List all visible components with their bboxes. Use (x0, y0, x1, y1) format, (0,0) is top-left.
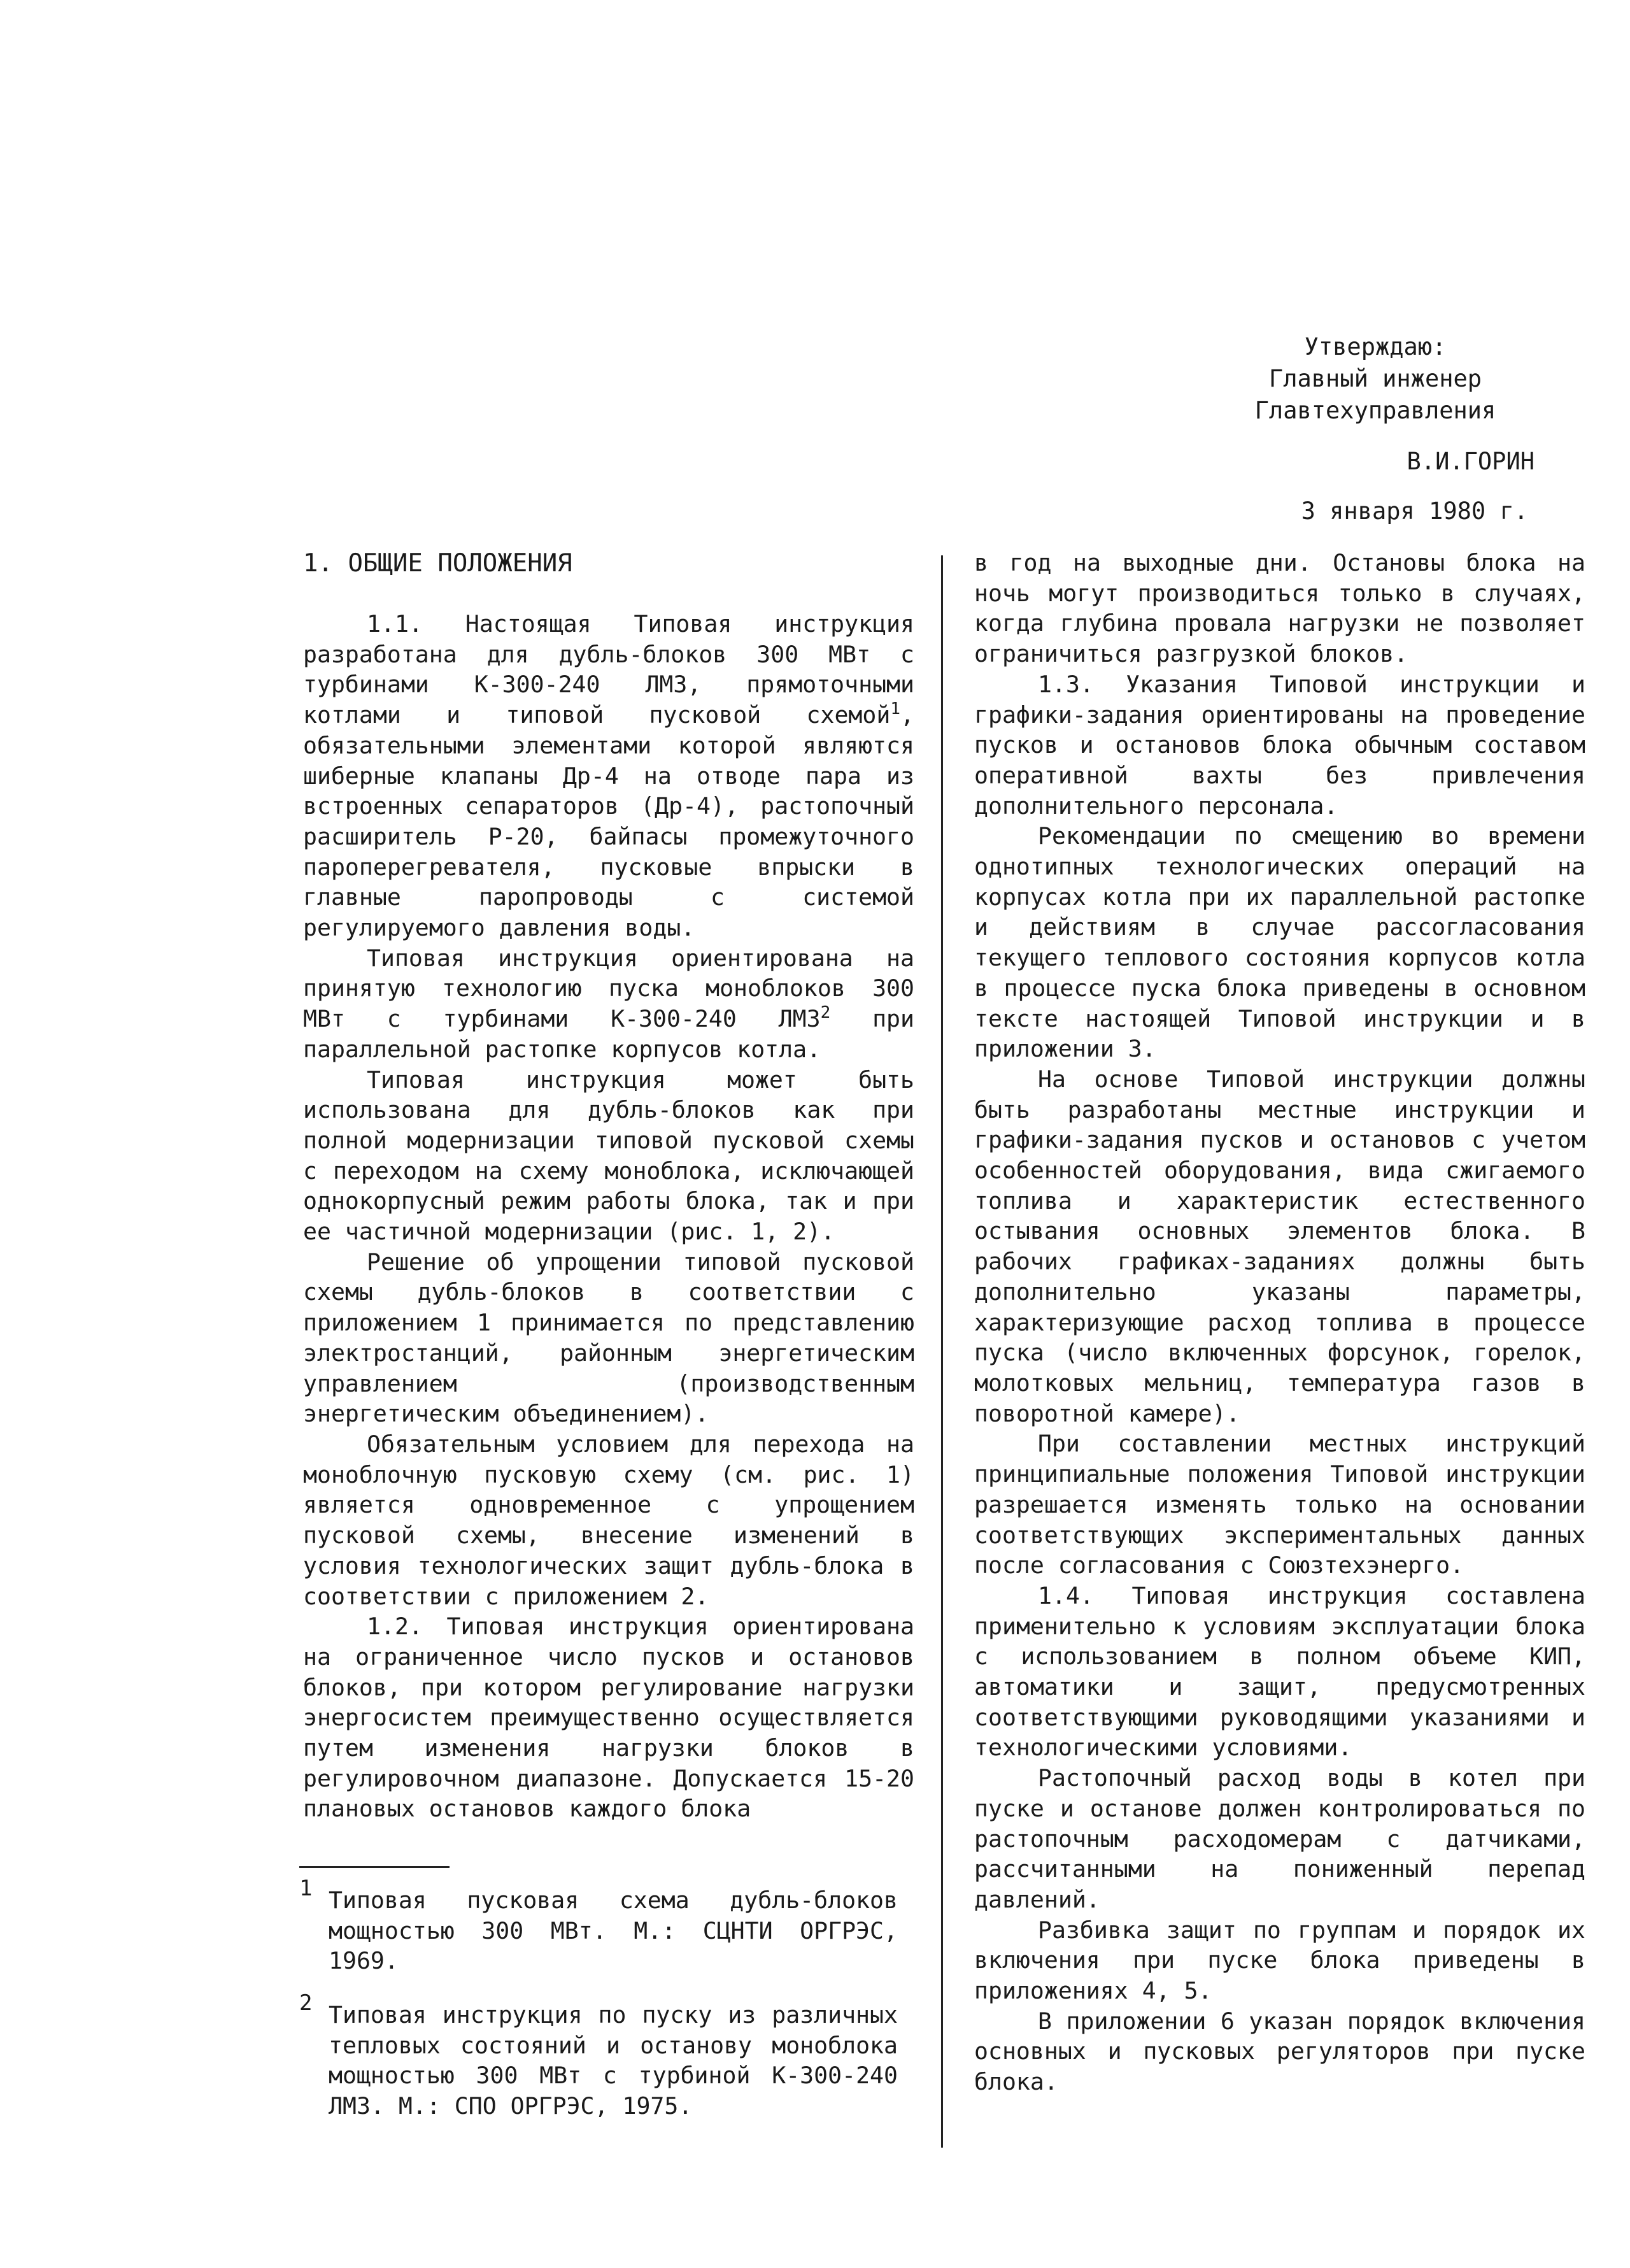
paragraph-left-2 (303, 943, 914, 1065)
paragraph-right-4: На основе Типовой инструкции должны быть разработаны местные инструкции и графики-задания пусков и остановов с учетом особенностей оборудования, вида сжигаемого топлива и характеристик естественного остывания основных элементов блока. В рабочих графиках-заданиях должны быть дополнительно указаны параметры, характеризующие расход топлива в процессе пуска (число включенных форсунок, горелок, молотковых мельниц, температура газов в поворотной камере). (974, 1065, 1585, 1427)
right-column (974, 548, 1585, 2097)
paragraph-left-3: Типовая инструкция может быть использована для дубль-блоков как при полной модернизации типовой пусковой схемы с переходом на схему моноблока, исключающей однокорпусный режим работы блока, так и при ее частичной модернизации (рис. 1, 2). (303, 1066, 914, 1246)
paragraph-left-2-text-b: при параллельной растопке корпусов котла. (303, 1005, 914, 1063)
footnote-rule (299, 1866, 450, 1868)
left-column (303, 548, 914, 1824)
footnote-ref-1: 1 (890, 699, 901, 719)
paragraph-right-7: Растопочный расход воды в котел при пуске и останове должен контролироваться по растопочным расходомерам с датчиками, рассчитанными на пониженный перепад давлений. (974, 1764, 1585, 1913)
paragraph-1-1-text-a: 1.1. Настоящая Типовая инструкция разработана для дубль-блоков 300 МВт с турбинами К-300-240 ЛМЗ, прямоточными котлами и типовой пусковой схемой (303, 610, 914, 729)
paragraph-1-2: 1.2. Типовая инструкция ориентирована на ограниченное число пусков и остановов блоков, при котором регулирование нагрузки энергосистем преимущественно осуществляется путем изменения нагрузки блоков в регулировочном диапазоне. Допускается 15-20 плановых остановов каждого блока (303, 1613, 914, 1823)
footnote-1-mark: 1 (299, 1876, 313, 1901)
paragraph-right-5: При составлении местных инструкций принципиальные положения Типовой инструкции разрешается изменять только на основании соответствующих экспериментальных данных после согласования с Союзтехэнерго. (974, 1430, 1585, 1580)
approval-heading: Утверждаю: (1304, 333, 1447, 360)
paragraph-left-2-text-a: Типовая инструкция ориентирована на принятую технологию пуска моноблоков 300 МВт с турбинами К-300-240 ЛМЗ (303, 944, 914, 1033)
footnote-2 (299, 1990, 898, 2122)
footnote-1-text: Типовая пусковая схема дубль-блоков мощностью 300 МВт. М.: СЦНТИ ОРГРЭС, 1969. (329, 1886, 898, 1975)
paragraph-right-9: В приложении 6 указан порядок включения основных и пусковых регуляторов при пуске блока. (974, 2007, 1585, 2096)
approval-position-1: Главный инженер (1268, 365, 1482, 392)
footnote-2-mark: 2 (299, 1990, 313, 2016)
paragraph-1-3: 1.3. Указания Типовой инструкции и графики-задания ориентированы на проведение пусков и остановов блока обычным составом оперативной вахты без привлечения дополнительного персонала. (974, 670, 1585, 820)
paragraph-right-8: Разбивка защит по группам и порядок их включения при пуске блока приведены в приложениях 4, 5. (974, 1916, 1585, 2005)
section-title (303, 548, 914, 580)
footnote-ref-2: 2 (820, 1003, 831, 1023)
approval-date: 3 января 1980 г. (1301, 497, 1528, 525)
column-divider (941, 555, 943, 2148)
paragraph-1-4: 1.4. Типовая инструкция составлена применительно к условиям эксплуатации блока с использованием в полном объеме КИП, автоматики и защит, предусмотренных соответствующими руководящими указаниями и технологическими условиями. (974, 1581, 1585, 1762)
paragraph-right-1: в год на выходные дни. Остановы блока на ночь могут производиться только в случаях, когда глубина провала нагрузки не позволяет ограничиться разгрузкой блоков. (974, 549, 1585, 668)
section-number: 1. (303, 549, 333, 578)
footnote-2-text: Типовая инструкция по пуску из различных тепловых состояний и останову моноблока мощностью 300 МВт с турбиной К-300-240 ЛМЗ. М.: СПО ОРГРЭС, 1975. (329, 2001, 898, 2120)
paragraph-1-1-text-b: , обязательными элементами которой являются шиберные клапаны Др-4 на отводе пара из встроенных сепараторов (Др-4), растопочный расширитель Р-20, байпасы промежуточного пароперегревателя, пусковые впрыски в главные паропроводы с системой регулируемого давления воды. (303, 701, 914, 942)
approval-position-2: Главтехуправления (1254, 397, 1496, 424)
approval-signatory: В.И.ГОРИН (1407, 448, 1534, 475)
paragraph-left-5: Обязательным условием для перехода на моноблочную пусковую схему (см. рис. 1) является одновременное с упрощением пусковой схемы, внесение изменений в условия технологических защит дубль-блока в соответствии с приложением 2. (303, 1430, 914, 1610)
paragraph-left-4: Решение об упрощении типовой пусковой схемы дубль-блоков в соответствии с приложением 1 принимается по представлению электростанций, районным энергетическим управлением (производственным энергетическим объединением). (303, 1248, 914, 1428)
paragraph-right-3: Рекомендации по смещению во времени однотипных технологических операций на корпусах котла при их параллельной растопке и действиям в случае рассогласования текущего теплового состояния корпусов котла в процессе пуска блока приведены в основном тексте настоящей Типовой инструкции и в приложении 3. (974, 822, 1585, 1063)
section-title-text: ОБЩИЕ ПОЛОЖЕНИЯ (348, 549, 572, 578)
approval-block (1210, 331, 1541, 527)
footnote-1 (299, 1876, 898, 1976)
paragraph-1-1 (303, 609, 914, 943)
